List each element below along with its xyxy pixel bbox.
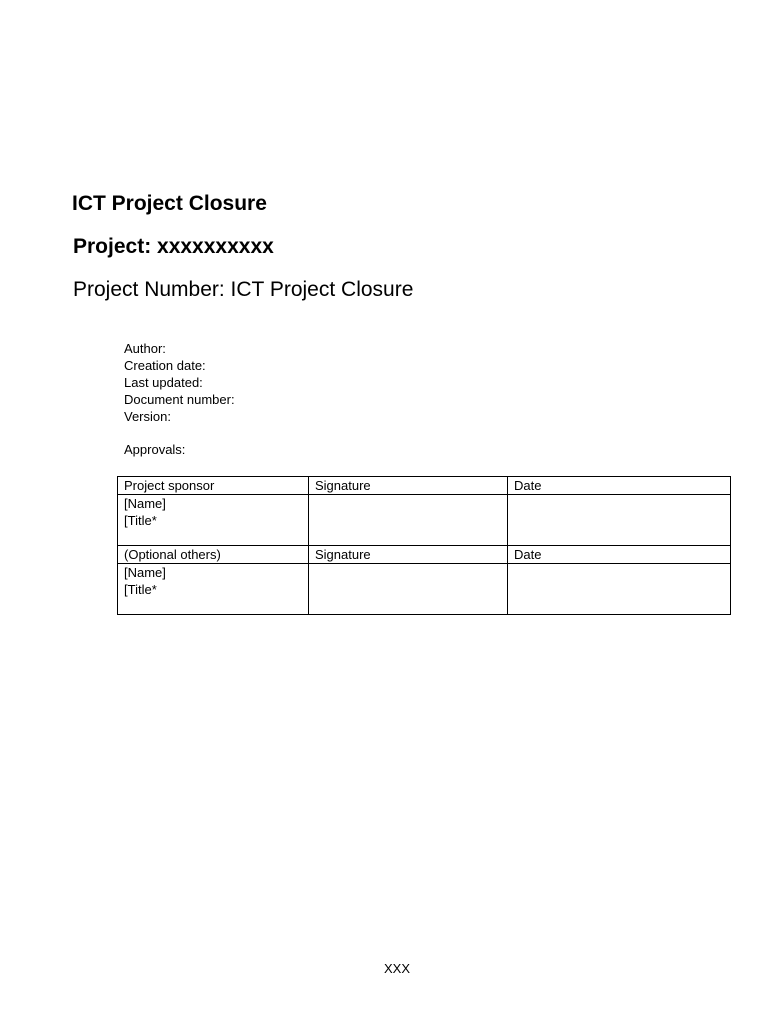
- approvals-table: [117, 476, 731, 615]
- signature-header: Signature: [309, 477, 508, 495]
- approval-row: [118, 495, 731, 546]
- date-header: Date: [508, 477, 731, 495]
- approvals-label: Approvals:: [124, 442, 186, 457]
- signature-cell: [309, 495, 508, 546]
- approver-name: [Name]: [124, 565, 166, 580]
- document-number-label: Document number:: [124, 392, 235, 407]
- approvals-header-row: [118, 477, 731, 495]
- author-label: Author:: [124, 341, 166, 356]
- role-header: (Optional others): [118, 546, 309, 564]
- date-cell: [508, 564, 731, 615]
- approval-row: [118, 564, 731, 615]
- project-number: Project Number: ICT Project Closure: [73, 278, 414, 301]
- project-name: Project: xxxxxxxxxx: [73, 235, 274, 258]
- page-footer: XXX: [383, 961, 410, 976]
- date-header: Date: [508, 546, 731, 564]
- approver-name: [Name]: [124, 496, 166, 511]
- document-metadata: [124, 340, 235, 425]
- date-cell: [508, 495, 731, 546]
- signature-header: Signature: [309, 546, 508, 564]
- approver-cell: [118, 564, 309, 615]
- document-title: ICT Project Closure: [72, 192, 267, 215]
- signature-cell: [309, 564, 508, 615]
- approvals-header-row: [118, 546, 731, 564]
- approver-title: [Title*: [124, 513, 157, 528]
- approver-cell: [118, 495, 309, 546]
- approver-title: [Title*: [124, 582, 157, 597]
- role-header: Project sponsor: [118, 477, 309, 495]
- last-updated-label: Last updated:: [124, 375, 203, 390]
- version-label: Version:: [124, 409, 171, 424]
- creation-date-label: Creation date:: [124, 358, 206, 373]
